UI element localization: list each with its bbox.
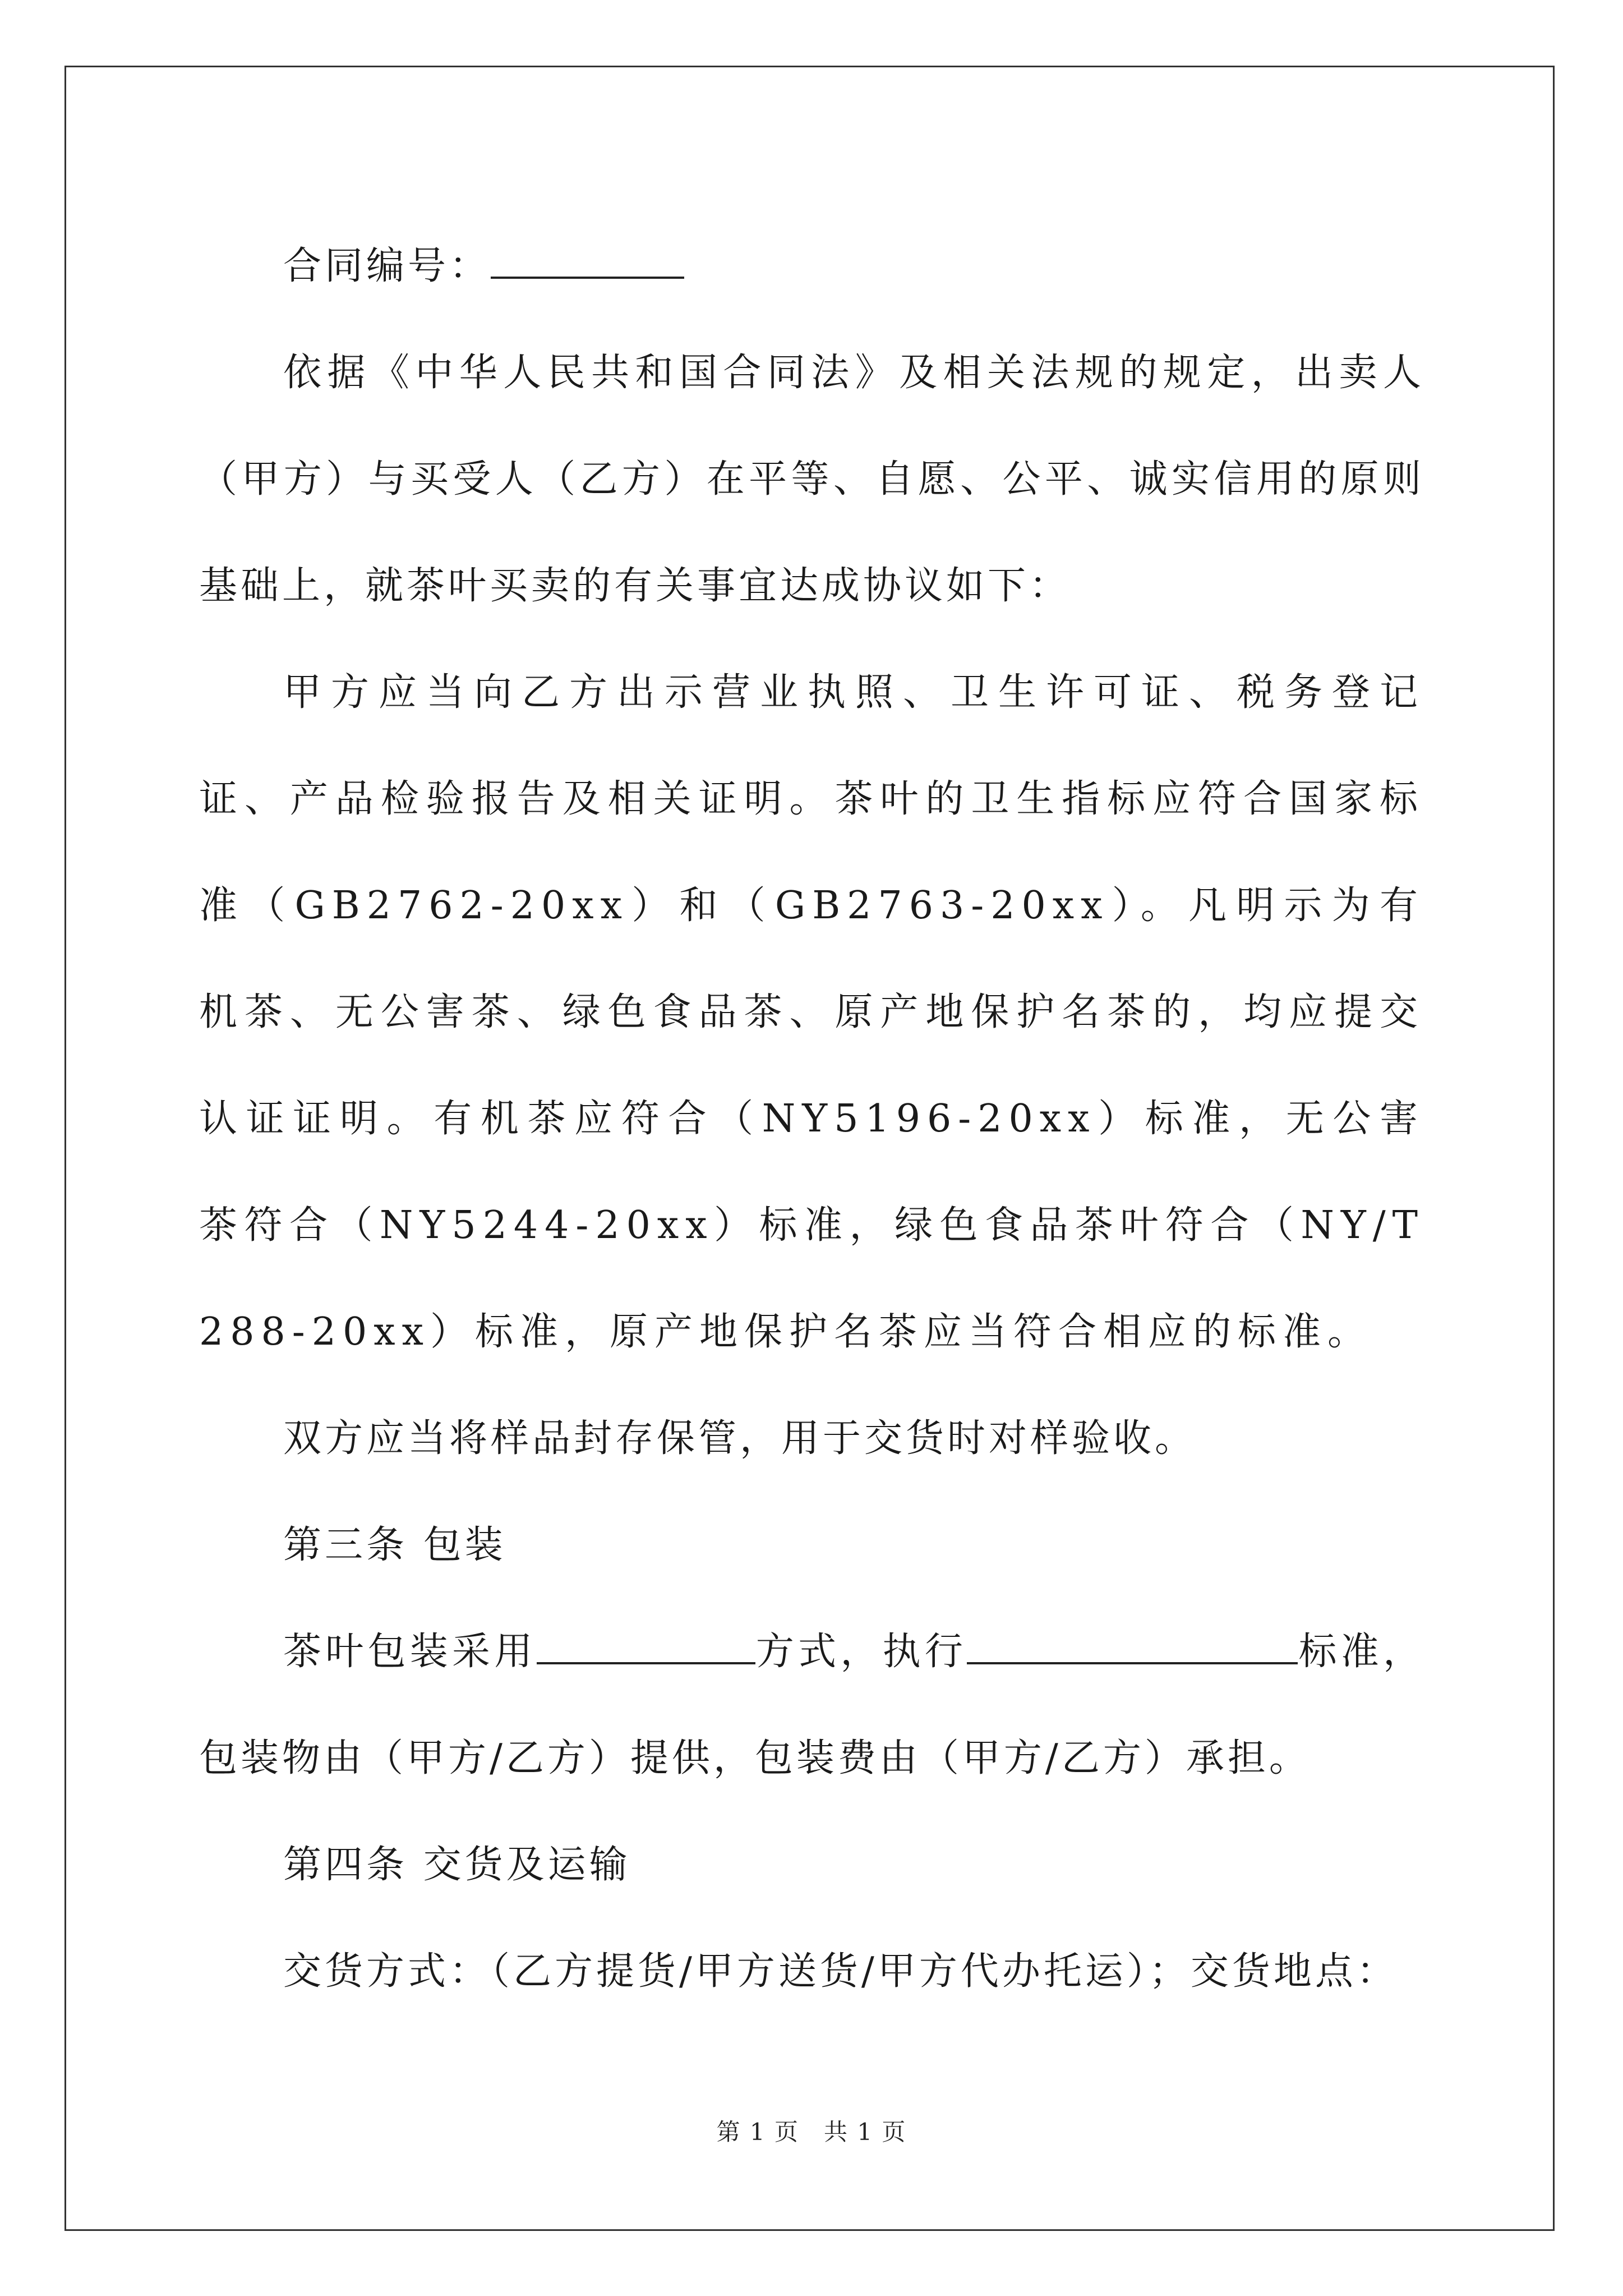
contract-number-blank	[491, 237, 684, 279]
contract-number-label: 合同编号：	[283, 244, 491, 288]
packaging-text-3: 标准，包装物由（甲方/乙方）提供，包装费由（甲方/乙方）承担。	[199, 1630, 1424, 1780]
document-body	[199, 213, 1424, 2025]
packaging-text-2: 方式，执行	[755, 1630, 967, 1674]
samples-paragraph: 双方应当将样品封存保管，用于交货时对样验收。	[283, 1416, 1197, 1461]
packaging-paragraph	[199, 1599, 1424, 1812]
page-number-total: 共 1 页	[824, 2118, 907, 2146]
intro-paragraph: 依据《中华人民共和国合同法》及相关法规的规定，出卖人（甲方）与买受人（乙方）在平等、自愿、公平、诚实信用的原则基础上，就茶叶买卖的有关事宜达成协议如下：	[199, 351, 1424, 608]
article-3-title: 第三条 包装	[283, 1523, 506, 1567]
packaging-standard-blank	[967, 1623, 1298, 1664]
contract-number-line	[199, 213, 1424, 320]
delivery-paragraph: 交货方式：（乙方提货/甲方送货/甲方代办托运）；交货地点：	[283, 1949, 1398, 1994]
page-number-current: 第 1 页	[716, 2118, 799, 2146]
qualification-paragraph: 甲方应当向乙方出示营业执照、卫生许可证、税务登记证、产品检验报告及相关证明。茶叶的卫生指标应符合国家标准（GB2762-20xx）和（GB2763-20xx）。凡明示为有机茶、无公害茶、绿色食品茶、原产地保护名茶的，均应提交认证证明。有机茶应符合（NY5196-20xx）标准，无公害茶符合（NY5244-20xx）标准，绿色食品茶叶符合（NY/T288-20xx）标准，原产地保护名茶应当符合相应的标准。	[199, 670, 1424, 1354]
page-footer	[0, 2116, 1623, 2148]
article-4-title: 第四条 交货及运输	[283, 1843, 631, 1887]
packaging-method-blank	[537, 1623, 755, 1664]
packaging-text-1: 茶叶包装采用	[283, 1630, 537, 1674]
